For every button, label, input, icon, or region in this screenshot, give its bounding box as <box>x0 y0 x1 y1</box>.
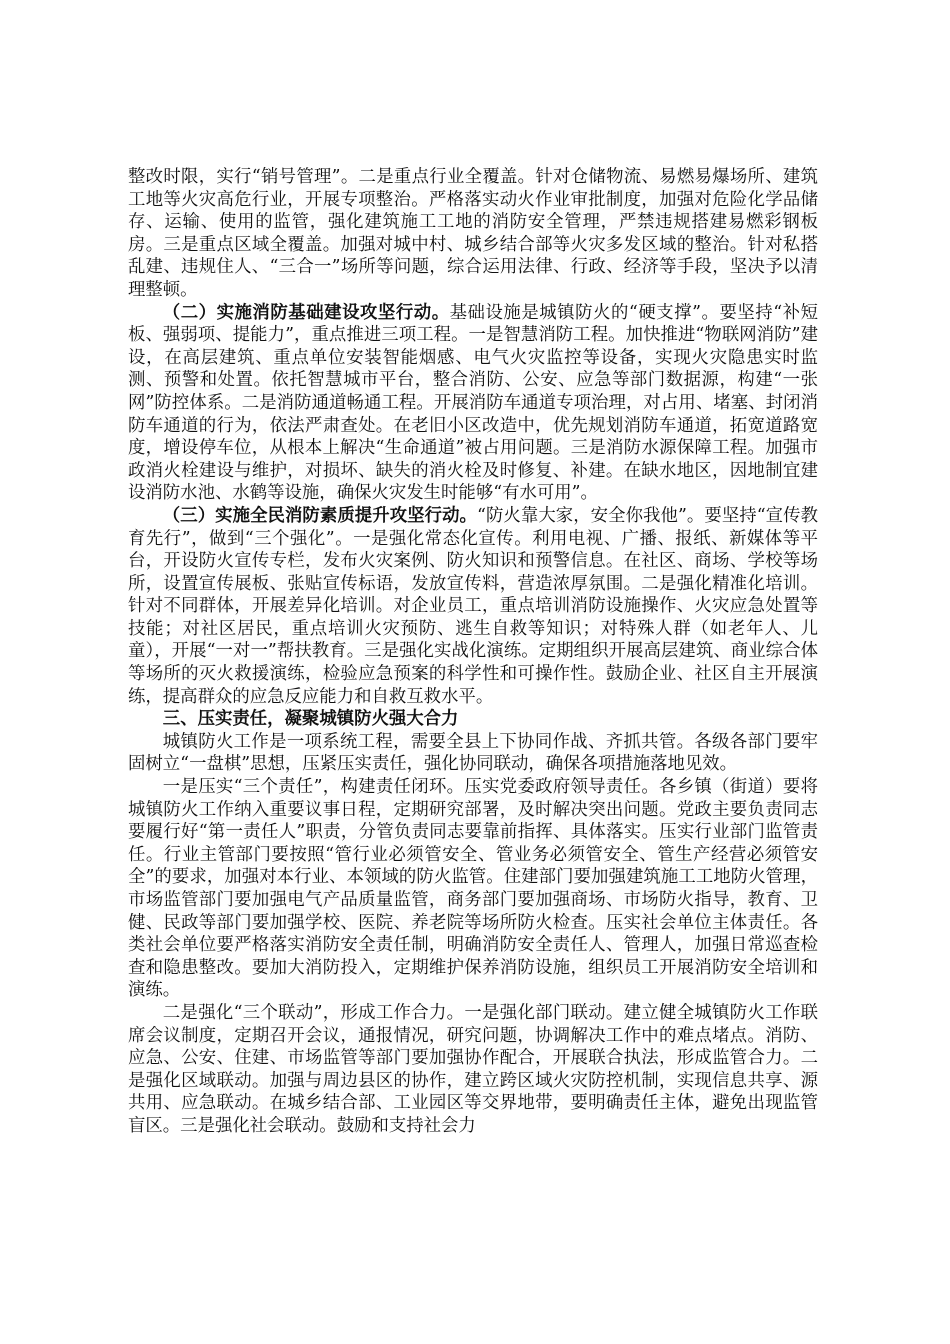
paragraph-text: 整改时限，实行“销号管理”。二是重点行业全覆盖。针对仓储物流、易燃易爆场所、建筑工地等火灾高危行业，开展专项整治。严格落实动火作业审批制度，加强对危险化学品储存、运输、使用的监管，强化建筑施工工地的消防安全管理，严禁违规搭建易燃彩钢板房。三是重点区域全覆盖。加强对城中村、城乡结合部等火灾多发区域的整治。针对私搭乱建、违规住人、“三合一”场所等问题，综合运用法律、行政、经济等手段，坚决予以清理整顿。 <box>128 167 818 300</box>
paragraph-responsibility <box>128 776 818 1002</box>
paragraph-text: 二是强化“三个联动”，形成工作合力。一是强化部门联动。建立健全城镇防火工作联席会议制度，定期召开会议，通报情况，研究问题，协调解决工作中的难点堵点。消防、应急、公安、住建、市场监管等部门要加强协作配合，开展联合执法，形成监管合力。二是强化区域联动。加强与周边县区的协作，建立跨区域火灾防控机制，实现信息共享、源共用、应急联动。在城乡结合部、工业园区等交界地带，要明确责任主体，避免出现监管盲区。三是强化社会联动。鼓励和支持社会力 <box>128 1002 818 1136</box>
paragraph-text: 基础设施是城镇防火的“硬支撑”。要坚持“补短板、强弱项、提能力”，重点推进三项工程。一是智慧消防工程。加快推进“物联网消防”建设，在高层建筑、重点单位安装智能烟感、电气火灾监控等设备，实现火灾隐患实时监测、预警和处置。依托智慧城市平台，整合消防、公安、应急等部门数据源，构建“一张网”防控体系。二是消防通道畅通工程。开展消防车通道专项治理，对占用、堵塞、封闭消防车通道的行为，依法严肃查处。在老旧小区改造中，优先规划消防车通道，拓宽道路宽度，增设停车位，从根本上解决“生命通道”被占用问题。三是消防水源保障工程。加强市政消火栓建设与维护，对损坏、缺失的消火栓及时修复、补建。在缺水地区，因地制宜建设消防水池、水鹤等设施，确保火灾发生时能够“有水可用”。 <box>128 302 818 504</box>
paragraph-text: 城镇防火工作是一项系统工程，需要全县上下协同作战、齐抓共管。各级各部门要牢固树立“一盘棋”思想，压紧压实责任，强化协同联动，确保各项措施落地见效。 <box>128 731 818 775</box>
paragraph-continuation <box>128 166 818 302</box>
section-2-paragraph <box>128 302 818 505</box>
document-body <box>128 166 818 1138</box>
paragraph-text: 一是压实“三个责任”，构建责任闭环。压实党委政府领导责任。各乡镇（街道）要将城镇防火工作纳入重要议事日程，定期研究部署，及时解决突出问题。党政主要负责同志要履行好“第一责任人”职责，分管负责同志要靠前指挥、具体落实。压实行业部门监管责任。行业主管部门要按照“管行业必须管安全、管业务必须管安全、管生产经营必须管安全”的要求，加强对本行业、本领域的防火监管。住建部门要加强建筑施工工地防火管理，市场监管部门要加强电气产品质量监管，商务部门要加强商场、市场防火指导，教育、卫健、民政等部门要加强学校、医院、养老院等场所防火检查。压实社会单位主体责任。各类社会单位要严格落实消防安全责任制，明确消防安全责任人、管理人，加强日常巡查检查和隐患整改。要加大消防投入，定期维护保养消防设施，组织员工开展消防安全培训和演练。 <box>128 777 818 1001</box>
paragraph-intro <box>128 731 818 776</box>
section-3-heading: （三）实施全民消防素质提升攻坚行动。 <box>162 505 477 526</box>
section-3-paragraph <box>128 505 818 708</box>
chapter-heading: 三、压实责任，凝聚城镇防火强大合力 <box>162 709 459 730</box>
paragraph-linkage <box>128 1002 818 1138</box>
paragraph-text: “防火靠大家，安全你我他”。要坚持“宣传教育先行”，做到“三个强化”。一是强化常态化宣传。利用电视、广播、报纸、新媒体等平台，开设防火宣传专栏，发布火灾案例、防火知识和预警信息。在社区、商场、学校等场所，设置宣传展板、张贴宣传标语，发放宣传料，营造浓厚氛围。二是强化精准化培训。针对不同群体，开展差异化培训。对企业员工，重点培训消防设施操作、火灾应急处置等技能；对社区居民，重点培训火灾预防、逃生自救等知识；对特殊人群（如老年人、儿童），开展“一对一”帮扶教育。三是强化实战化演练。定期组织开展高层建筑、商业综合体等场所的灭火救援演练，检验应急预案的科学性和可操作性。鼓励企业、社区自主开展演练，提高群众的应急反应能力和自救互救水平。 <box>128 505 818 707</box>
section-2-heading: （二）实施消防基础建设攻坚行动。 <box>162 302 450 323</box>
